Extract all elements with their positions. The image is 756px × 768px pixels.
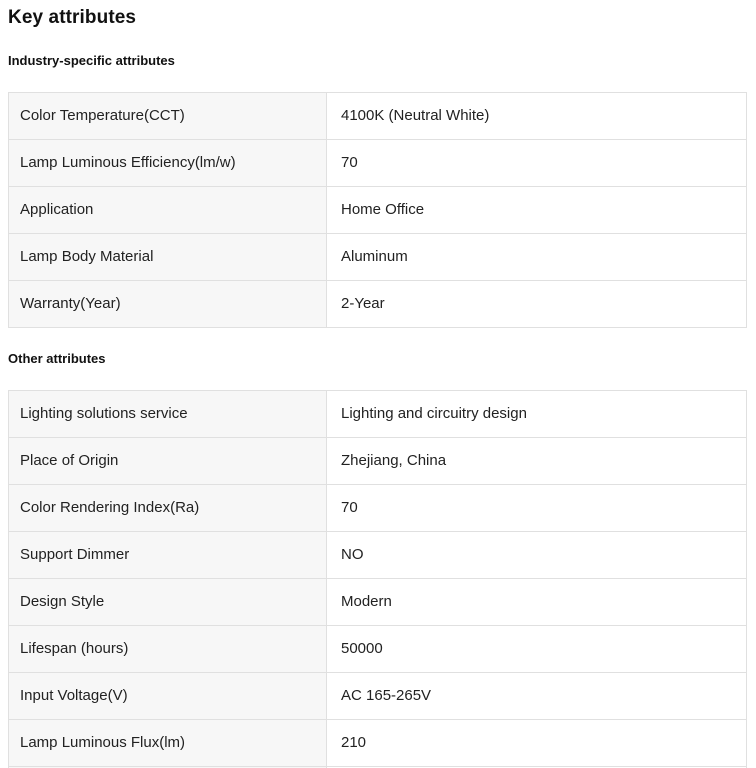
attribute-value: 70 — [327, 140, 747, 187]
attribute-label: Color Temperature(CCT) — [9, 93, 327, 140]
attribute-value: 4100K (Neutral White) — [327, 93, 747, 140]
attribute-label: Support Dimmer — [9, 532, 327, 579]
attribute-value: Aluminum — [327, 234, 747, 281]
attribute-label: Place of Origin — [9, 438, 327, 485]
table-row — [9, 438, 747, 485]
attribute-value: Modern — [327, 579, 747, 626]
attribute-value: 50000 — [327, 626, 747, 673]
table-row — [9, 720, 747, 767]
sections — [8, 54, 747, 768]
attribute-label: Input Voltage(V) — [9, 673, 327, 720]
attributes-table — [8, 92, 747, 328]
attribute-label: Lamp Luminous Flux(lm) — [9, 720, 327, 767]
attributes-table — [8, 390, 747, 768]
table-row — [9, 626, 747, 673]
attribute-label: Color Rendering Index(Ra) — [9, 485, 327, 532]
attribute-value: AC 165-265V — [327, 673, 747, 720]
page-title: Key attributes — [8, 7, 137, 28]
section-heading: Other attributes — [8, 351, 106, 366]
table-row — [9, 485, 747, 532]
attribute-value: Zhejiang, China — [327, 438, 747, 485]
attribute-label: Lighting solutions service — [9, 391, 327, 438]
attribute-value: 2-Year — [327, 281, 747, 328]
table-row — [9, 140, 747, 187]
table-row — [9, 673, 747, 720]
attribute-label: Lamp Body Material — [9, 234, 327, 281]
attribute-value: Lighting and circuitry design — [327, 391, 747, 438]
table-row — [9, 93, 747, 140]
attribute-value: Home Office — [327, 187, 747, 234]
attribute-value: 70 — [327, 485, 747, 532]
table-row — [9, 579, 747, 626]
attribute-value: NO — [327, 532, 747, 579]
attribute-label: Lamp Luminous Efficiency(lm/w) — [9, 140, 327, 187]
table-row — [9, 532, 747, 579]
table-row — [9, 234, 747, 281]
table-row — [9, 281, 747, 328]
section-heading: Industry-specific attributes — [8, 53, 175, 68]
table-row — [9, 187, 747, 234]
attribute-label: Lifespan (hours) — [9, 626, 327, 673]
attribute-label: Warranty(Year) — [9, 281, 327, 328]
attribute-label: Design Style — [9, 579, 327, 626]
attribute-value: 210 — [327, 720, 747, 767]
table-row — [9, 391, 747, 438]
attribute-label: Application — [9, 187, 327, 234]
